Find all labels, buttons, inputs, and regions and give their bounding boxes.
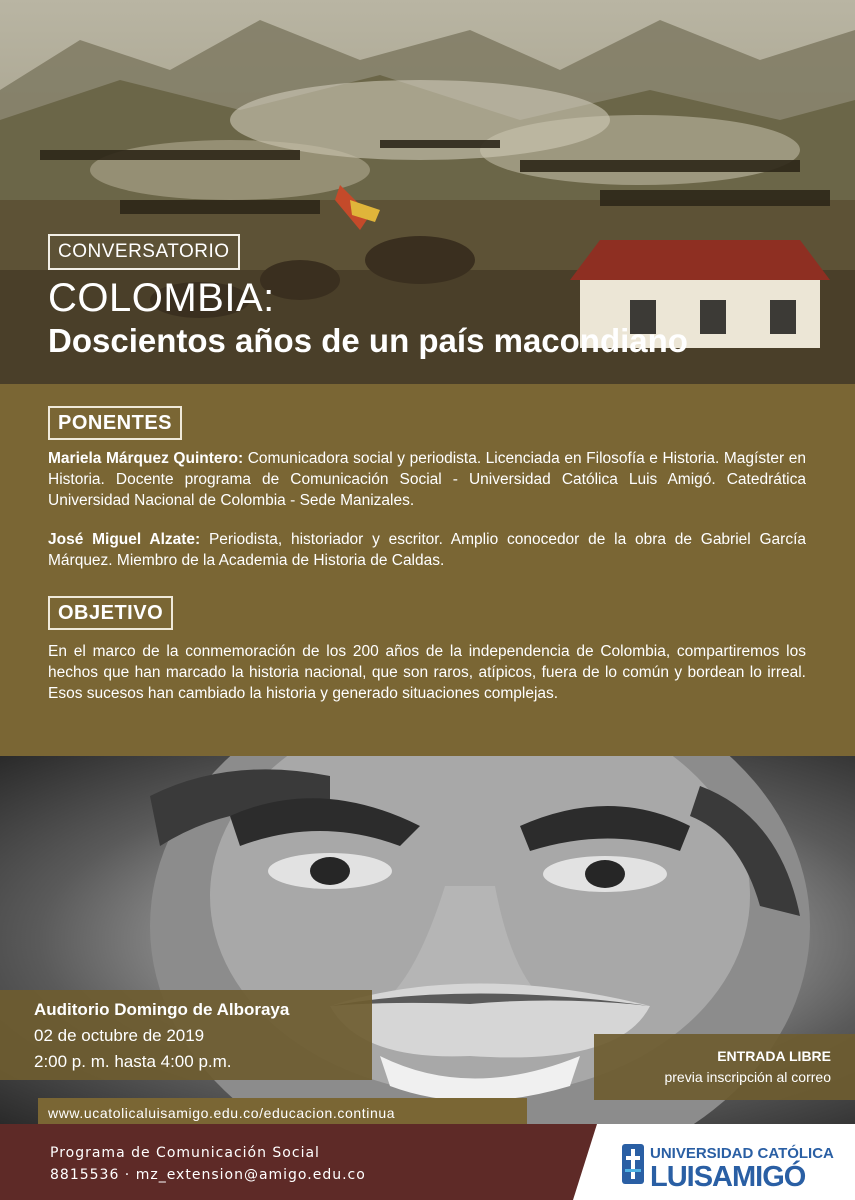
event-date: 02 de octubre de 2019 — [34, 1026, 205, 1045]
entry-info-box — [594, 1034, 855, 1100]
event-time: 2:00 p. m. hasta 4:00 p.m. — [34, 1052, 232, 1071]
university-logo-icon — [622, 1144, 644, 1184]
speaker-2-name: José Miguel Alzate: — [48, 531, 201, 548]
entry-title: ENTRADA LIBRE — [717, 1048, 831, 1064]
event-venue: Auditorio Domingo de Alboraya — [34, 1000, 290, 1019]
footer-contact-block — [50, 1142, 366, 1186]
page-title: COLOMBIA: — [48, 276, 275, 320]
objetivo-text: En el marco de la conmemoración de los 200 años de la independencia de Colombia, compartiremos los hechos que han marcado la historia nacional, que son raros, atípicos, fuera de lo común y bordean lo irreal. Esos sucesos han cambiado la historia y generado situaciones complejas. — [48, 643, 806, 702]
ponentes-heading: PONENTES — [48, 406, 182, 440]
event-details-box — [0, 990, 372, 1080]
speaker-2-bio: Periodista, historiador y escritor. Amplio conocedor de la obra de Gabriel García Márquez. Miembro de la Academia de Historia de Caldas. — [48, 531, 807, 569]
footer-contact[interactable]: 8815536 · mz_extension@amigo.edu.co — [50, 1167, 366, 1183]
entry-subtitle: previa inscripción al correo — [664, 1069, 831, 1085]
event-type-tag: CONVERSATORIO — [48, 234, 240, 270]
speaker-1-bio: Comunicadora social y periodista. Licenciada en Filosofía e Historia. Magíster en Historia. Docente programa de Comunicación Social - Universidad Católica Luis Amigó. Catedrática Universidad Nacional de Colombia - Sede Manizales. — [48, 450, 806, 509]
page-subtitle: Doscientos años de un país macondiano — [48, 322, 688, 359]
hero-banner — [0, 0, 855, 384]
footer-program: Programa de Comunicación Social — [50, 1145, 320, 1161]
speaker-2-paragraph — [48, 529, 806, 571]
university-logo-line1: UNIVERSIDAD CATÓLICA — [650, 1145, 834, 1162]
info-panel — [0, 384, 855, 756]
objetivo-heading: OBJETIVO — [48, 596, 173, 630]
website-link[interactable]: www.ucatolicaluisamigo.edu.co/educacion.continua — [38, 1098, 527, 1128]
university-logo-line2: LUISAMIGÓ — [650, 1161, 806, 1193]
speaker-1-paragraph — [48, 448, 806, 511]
speaker-1-name: Mariela Márquez Quintero: — [48, 450, 244, 467]
